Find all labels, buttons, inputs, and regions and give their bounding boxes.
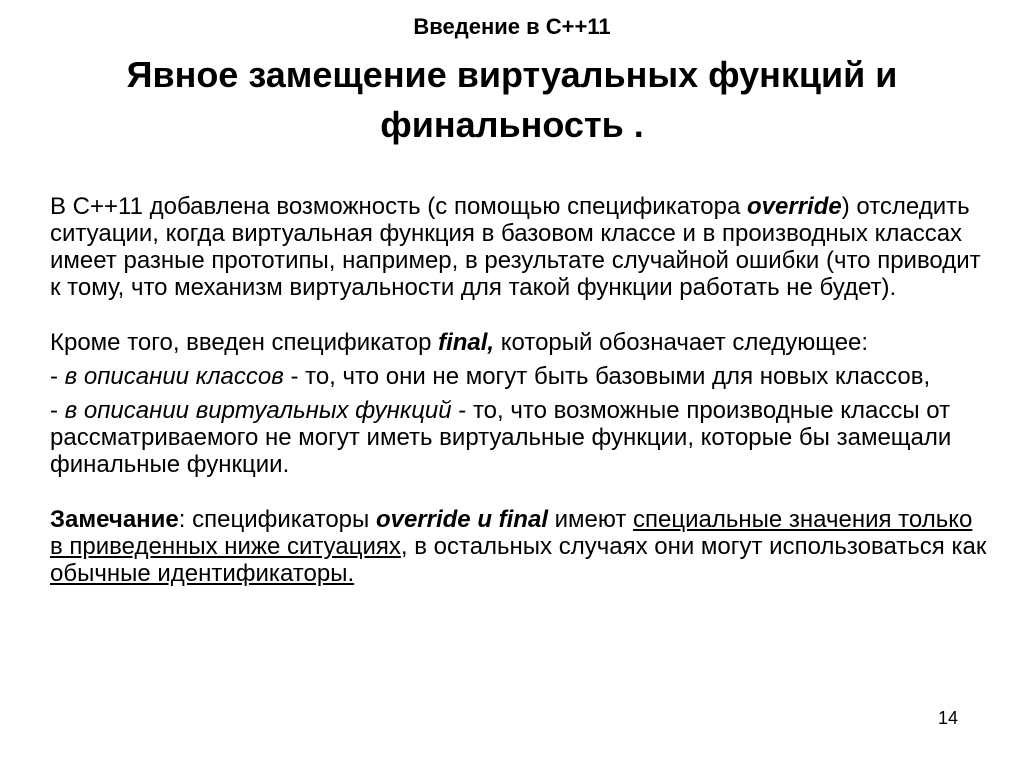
note-label: Замечание bbox=[50, 506, 179, 533]
page-number: 14 bbox=[937, 708, 958, 728]
bullet-dash: - bbox=[50, 397, 65, 424]
note-underline-2: обычные идентификаторы. bbox=[50, 560, 355, 587]
bullet-classes-text: - то, что они не могут быть базовыми для новых классов, bbox=[283, 363, 931, 390]
bullet-classes bbox=[50, 363, 990, 390]
final-text-2: который обозначает следующее: bbox=[494, 329, 869, 356]
slide-subtitle: Введение в С++11 bbox=[413, 14, 611, 39]
bullet-dash: - bbox=[50, 363, 65, 390]
note-underline-1: специальные значения только в приведенных ниже ситуациях bbox=[50, 506, 973, 560]
slide-body bbox=[50, 193, 990, 587]
note-text-1: имеют bbox=[547, 506, 634, 533]
paragraph-override bbox=[50, 193, 990, 301]
override-text-1: В С++11 добавлена возможность (с помощью спецификатора bbox=[50, 193, 747, 220]
note-keywords: override и final bbox=[375, 506, 548, 533]
note-text-2: , в остальных случаях они могут использоваться как bbox=[400, 533, 987, 560]
bullet-functions-italic: в описании виртуальных функций bbox=[64, 397, 452, 424]
paragraph-note bbox=[50, 506, 990, 587]
final-text-1: Кроме того, введен спецификатор bbox=[50, 329, 439, 356]
note-colon: : спецификаторы bbox=[178, 506, 376, 533]
override-keyword: override bbox=[747, 193, 842, 220]
paragraph-final bbox=[50, 329, 990, 356]
title-line-2: финальность . bbox=[380, 104, 644, 145]
final-keyword: final, bbox=[438, 329, 495, 356]
bullet-functions bbox=[50, 397, 990, 478]
bullet-classes-italic: в описании классов bbox=[64, 363, 284, 390]
bullet-functions-text: - то, что возможные производные классы от рассматриваемого не могут иметь виртуальные функции, которые бы замещали финальные функции. bbox=[50, 397, 952, 478]
title-line-1: Явное замещение виртуальных функций и bbox=[126, 54, 898, 95]
slide-title bbox=[40, 50, 984, 150]
override-text-2: ) отследить ситуации, когда виртуальная функция в базовом классе и в производных классах имеет разные прототипы, например, в результате случайной ошибки (что приводит к тому, что механизм виртуальности для такой функции работать не будет). bbox=[50, 193, 981, 301]
